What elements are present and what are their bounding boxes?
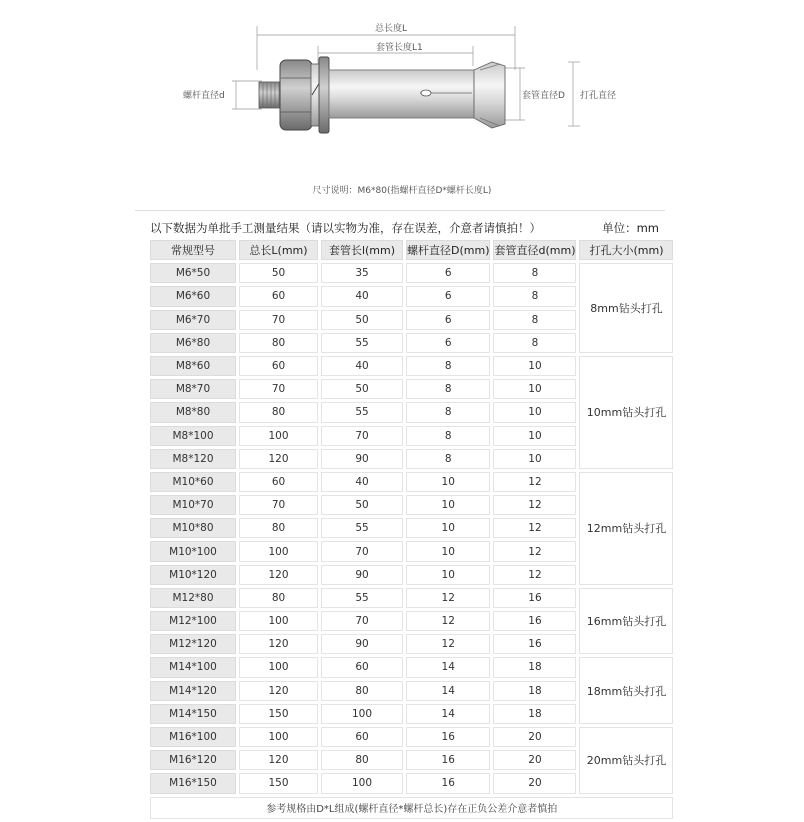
- sleeve-diameter-label: 套管直径D: [522, 91, 565, 101]
- table-caption: 以下数据为单批手工测量结果（请以实物为准，存在误差，介意者请慎拍！）: [150, 221, 541, 235]
- value-cell: 10: [406, 565, 490, 585]
- value-cell: 90: [321, 634, 403, 654]
- value-cell: 80: [239, 588, 318, 608]
- value-cell: 8: [493, 263, 576, 283]
- col-header-sleeve-length: 套管长l(mm): [321, 240, 403, 260]
- value-cell: 70: [321, 426, 403, 446]
- value-cell: 60: [239, 356, 318, 376]
- value-cell: 150: [239, 704, 318, 724]
- value-cell: 70: [239, 310, 318, 330]
- model-cell: M10*80: [150, 518, 236, 538]
- value-cell: 8: [493, 333, 576, 353]
- value-cell: 10: [493, 426, 576, 446]
- drill-diameter-dimension: [568, 62, 616, 126]
- value-cell: 12: [406, 611, 490, 631]
- model-cell: M10*70: [150, 495, 236, 515]
- value-cell: 16: [493, 634, 576, 654]
- value-cell: 50: [321, 495, 403, 515]
- value-cell: 80: [321, 750, 403, 770]
- expansion-bolt-diagram: [0, 0, 804, 205]
- sleeve-length-label: 套管长度L1: [376, 43, 423, 53]
- drill-size-cell: 20mm钻头打孔: [579, 727, 673, 794]
- table-header: [150, 240, 673, 260]
- value-cell: 70: [239, 379, 318, 399]
- value-cell: 20: [493, 750, 576, 770]
- value-cell: 35: [321, 263, 403, 283]
- value-cell: 55: [321, 518, 403, 538]
- value-cell: 8: [406, 449, 490, 469]
- value-cell: 6: [406, 286, 490, 306]
- value-cell: 12: [406, 634, 490, 654]
- model-cell: M8*100: [150, 426, 236, 446]
- value-cell: 100: [239, 727, 318, 747]
- value-cell: 70: [239, 495, 318, 515]
- value-cell: 10: [406, 518, 490, 538]
- value-cell: 14: [406, 704, 490, 724]
- drill-diameter-label: 打孔直径: [580, 91, 617, 101]
- value-cell: 8: [406, 356, 490, 376]
- model-cell: M12*120: [150, 634, 236, 654]
- table-row: [150, 657, 673, 677]
- total-length-label: 总长度L: [375, 24, 408, 34]
- model-cell: M8*80: [150, 402, 236, 422]
- value-cell: 10: [493, 449, 576, 469]
- model-cell: M16*150: [150, 773, 236, 793]
- drill-size-cell: 10mm钻头打孔: [579, 356, 673, 469]
- model-cell: M14*150: [150, 704, 236, 724]
- model-cell: M10*60: [150, 472, 236, 492]
- value-cell: 6: [406, 310, 490, 330]
- table-row: [150, 727, 673, 747]
- value-cell: 12: [493, 495, 576, 515]
- value-cell: 12: [493, 518, 576, 538]
- col-header-total-length: 总长L(mm): [239, 240, 318, 260]
- value-cell: 70: [321, 541, 403, 561]
- col-header-bolt-diameter: 螺杆直径D(mm): [406, 240, 490, 260]
- drill-size-cell: 12mm钻头打孔: [579, 472, 673, 585]
- value-cell: 80: [239, 402, 318, 422]
- model-cell: M14*120: [150, 681, 236, 701]
- col-header-drill-size: 打孔大小(mm): [579, 240, 673, 260]
- table-row: [150, 472, 673, 492]
- drill-size-cell: 8mm钻头打孔: [579, 263, 673, 353]
- value-cell: 120: [239, 681, 318, 701]
- value-cell: 100: [239, 541, 318, 561]
- value-cell: 20: [493, 727, 576, 747]
- value-cell: 150: [239, 773, 318, 793]
- model-cell: M14*100: [150, 657, 236, 677]
- value-cell: 10: [493, 356, 576, 376]
- value-cell: 70: [321, 611, 403, 631]
- value-cell: 12: [493, 472, 576, 492]
- value-cell: 100: [239, 657, 318, 677]
- value-cell: 16: [493, 611, 576, 631]
- drill-size-cell: 18mm钻头打孔: [579, 657, 673, 724]
- model-cell: M12*80: [150, 588, 236, 608]
- col-header-sleeve-diameter: 套管直径d(mm): [493, 240, 576, 260]
- model-cell: M16*120: [150, 750, 236, 770]
- sleeve-length-dimension: [318, 41, 473, 66]
- value-cell: 55: [321, 588, 403, 608]
- divider: [135, 210, 665, 211]
- value-cell: 60: [321, 727, 403, 747]
- value-cell: 10: [406, 495, 490, 515]
- value-cell: 10: [406, 541, 490, 561]
- value-cell: 8: [406, 379, 490, 399]
- value-cell: 6: [406, 333, 490, 353]
- model-cell: M6*70: [150, 310, 236, 330]
- value-cell: 120: [239, 449, 318, 469]
- value-cell: 16: [406, 750, 490, 770]
- value-cell: 14: [406, 657, 490, 677]
- spec-table-body: [150, 263, 673, 793]
- spec-table: [147, 237, 676, 822]
- table-row: [150, 263, 673, 283]
- model-cell: M8*120: [150, 449, 236, 469]
- value-cell: 8: [493, 286, 576, 306]
- bolt-diameter-dimension: [183, 81, 262, 109]
- value-cell: 8: [493, 310, 576, 330]
- model-cell: M8*60: [150, 356, 236, 376]
- value-cell: 80: [321, 681, 403, 701]
- value-cell: 40: [321, 356, 403, 376]
- value-cell: 50: [321, 310, 403, 330]
- value-cell: 16: [406, 773, 490, 793]
- table-row: [150, 588, 673, 608]
- model-cell: M12*100: [150, 611, 236, 631]
- value-cell: 18: [493, 681, 576, 701]
- value-cell: 100: [321, 704, 403, 724]
- value-cell: 18: [493, 657, 576, 677]
- col-header-model: 常规型号: [150, 240, 236, 260]
- value-cell: 90: [321, 565, 403, 585]
- value-cell: 120: [239, 750, 318, 770]
- value-cell: 60: [321, 657, 403, 677]
- value-cell: 16: [406, 727, 490, 747]
- value-cell: 12: [406, 588, 490, 608]
- table-footer: 参考规格由D*L组成(螺杆直径*螺杆总长)存在正负公差介意者慎拍: [150, 797, 673, 819]
- value-cell: 10: [493, 402, 576, 422]
- value-cell: 8: [406, 402, 490, 422]
- value-cell: 18: [493, 704, 576, 724]
- value-cell: 12: [493, 565, 576, 585]
- value-cell: 80: [239, 333, 318, 353]
- value-cell: 90: [321, 449, 403, 469]
- table-caption-row: [148, 220, 663, 236]
- value-cell: 50: [321, 379, 403, 399]
- sleeve-diameter-dimension: [500, 68, 565, 120]
- value-cell: 100: [321, 773, 403, 793]
- value-cell: 100: [239, 426, 318, 446]
- model-cell: M8*70: [150, 379, 236, 399]
- value-cell: 8: [406, 426, 490, 446]
- model-cell: M6*80: [150, 333, 236, 353]
- value-cell: 16: [493, 588, 576, 608]
- value-cell: 55: [321, 402, 403, 422]
- value-cell: 120: [239, 634, 318, 654]
- value-cell: 40: [321, 286, 403, 306]
- value-cell: 14: [406, 681, 490, 701]
- drill-size-cell: 16mm钻头打孔: [579, 588, 673, 655]
- unit-label: 单位：mm: [602, 221, 659, 235]
- bolt-illustration: [259, 57, 505, 133]
- value-cell: 50: [239, 263, 318, 283]
- value-cell: 60: [239, 286, 318, 306]
- value-cell: 40: [321, 472, 403, 492]
- table-row: [150, 356, 673, 376]
- value-cell: 55: [321, 333, 403, 353]
- value-cell: 20: [493, 773, 576, 793]
- model-cell: M6*60: [150, 286, 236, 306]
- model-cell: M16*100: [150, 727, 236, 747]
- model-cell: M6*50: [150, 263, 236, 283]
- value-cell: 80: [239, 518, 318, 538]
- value-cell: 120: [239, 565, 318, 585]
- value-cell: 100: [239, 611, 318, 631]
- model-cell: M10*100: [150, 541, 236, 561]
- value-cell: 10: [406, 472, 490, 492]
- model-cell: M10*120: [150, 565, 236, 585]
- value-cell: 6: [406, 263, 490, 283]
- value-cell: 10: [493, 379, 576, 399]
- value-cell: 60: [239, 472, 318, 492]
- value-cell: 12: [493, 541, 576, 561]
- bolt-diameter-label: 螺杆直径d: [183, 91, 225, 101]
- spec-note: 尺寸说明：M6*80(指螺杆直径D*螺杆长度L): [312, 186, 492, 196]
